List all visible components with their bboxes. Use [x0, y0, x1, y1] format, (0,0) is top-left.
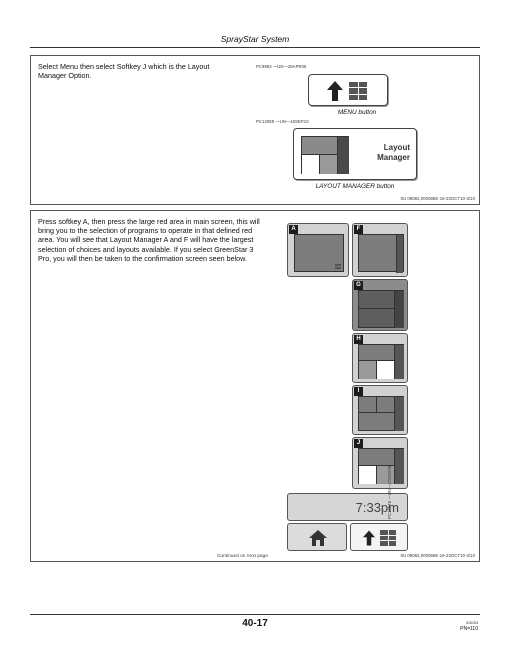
softkey-a[interactable] [287, 223, 349, 277]
softkey-i-layout-icon [358, 396, 404, 431]
page-code-line2: PN=110 [460, 626, 478, 632]
menu-caption: MENU button [337, 109, 377, 116]
softkey-g-layout-icon [358, 290, 404, 328]
softkey-j[interactable] [352, 437, 408, 489]
menu-grid-icon [380, 530, 396, 546]
softkey-i[interactable] [352, 385, 408, 435]
softkey-i-letter: I [354, 387, 363, 396]
page-code-line1: 010124 [466, 621, 478, 625]
header-divider [30, 47, 480, 48]
home-button[interactable] [287, 523, 347, 551]
menu-grid-icon [349, 82, 367, 100]
layout-figure-id: PC12089 —UN—18SEP10 [256, 119, 309, 124]
softkey-h-layout-icon [358, 344, 404, 379]
footer-divider [30, 614, 480, 615]
softkey-f-layout-icon [358, 234, 404, 272]
page-number: 40-17 [242, 618, 268, 629]
softkey-j-layout-icon [358, 448, 404, 484]
page-header-title: SprayStar System [220, 34, 290, 44]
section-menu-ref: 0U 09082,000086E-19-23OCT10-3/10 [400, 196, 475, 201]
softkey-g-letter: G [354, 281, 363, 290]
layout-manager-icon [301, 136, 349, 174]
layout-manager-label-2: Manager [377, 153, 410, 162]
softkey-h[interactable] [352, 333, 408, 383]
layout-manager-caption: LAYOUT MANAGER button [315, 183, 395, 190]
arrow-up-icon [327, 81, 343, 101]
layout-manager-label-1: Layout [383, 143, 410, 152]
continued-note: Continued on next page [217, 553, 268, 558]
softkey-f[interactable] [352, 223, 408, 277]
time-value: 7:33pm [355, 500, 399, 515]
softkey-a-letter: A [289, 225, 298, 234]
section-menu [30, 55, 480, 205]
layout-figure-id: PC12075 —UN—17NOV08 [387, 465, 392, 519]
arrow-up-icon [363, 530, 375, 546]
page-code [460, 620, 478, 632]
menu-button[interactable] [308, 74, 388, 106]
section-menu-instruction: Select Menu then select Softkey J which is the Layout Manager Option. [38, 62, 210, 81]
section-layout-ref: 0U 09082,000086E-19-23OCT10-3/10 [400, 553, 475, 558]
section-layout-select [30, 210, 480, 562]
layout-manager-button[interactable] [293, 128, 417, 180]
menu-figure-id: PC9953 —UN—29APR05 [256, 64, 307, 69]
softkey-h-letter: H [354, 335, 363, 344]
softkey-a-layout-icon [294, 234, 344, 272]
softkey-j-letter: J [354, 439, 363, 448]
section-layout-instruction: Press softkey A, then press the large red area in main screen, this will bring you to the selection of programs to operate in that defined red area. You will see that Layout Manager A and F will have the largest selection of choices and layouts available. If you select GreenStar 3 Pro, you will then be taken to the confirmation screen seen below. [38, 217, 260, 263]
softkey-f-letter: F [354, 225, 363, 234]
home-icon [309, 529, 327, 547]
softkey-g[interactable] [352, 279, 408, 331]
menu-button-small[interactable] [350, 523, 408, 551]
